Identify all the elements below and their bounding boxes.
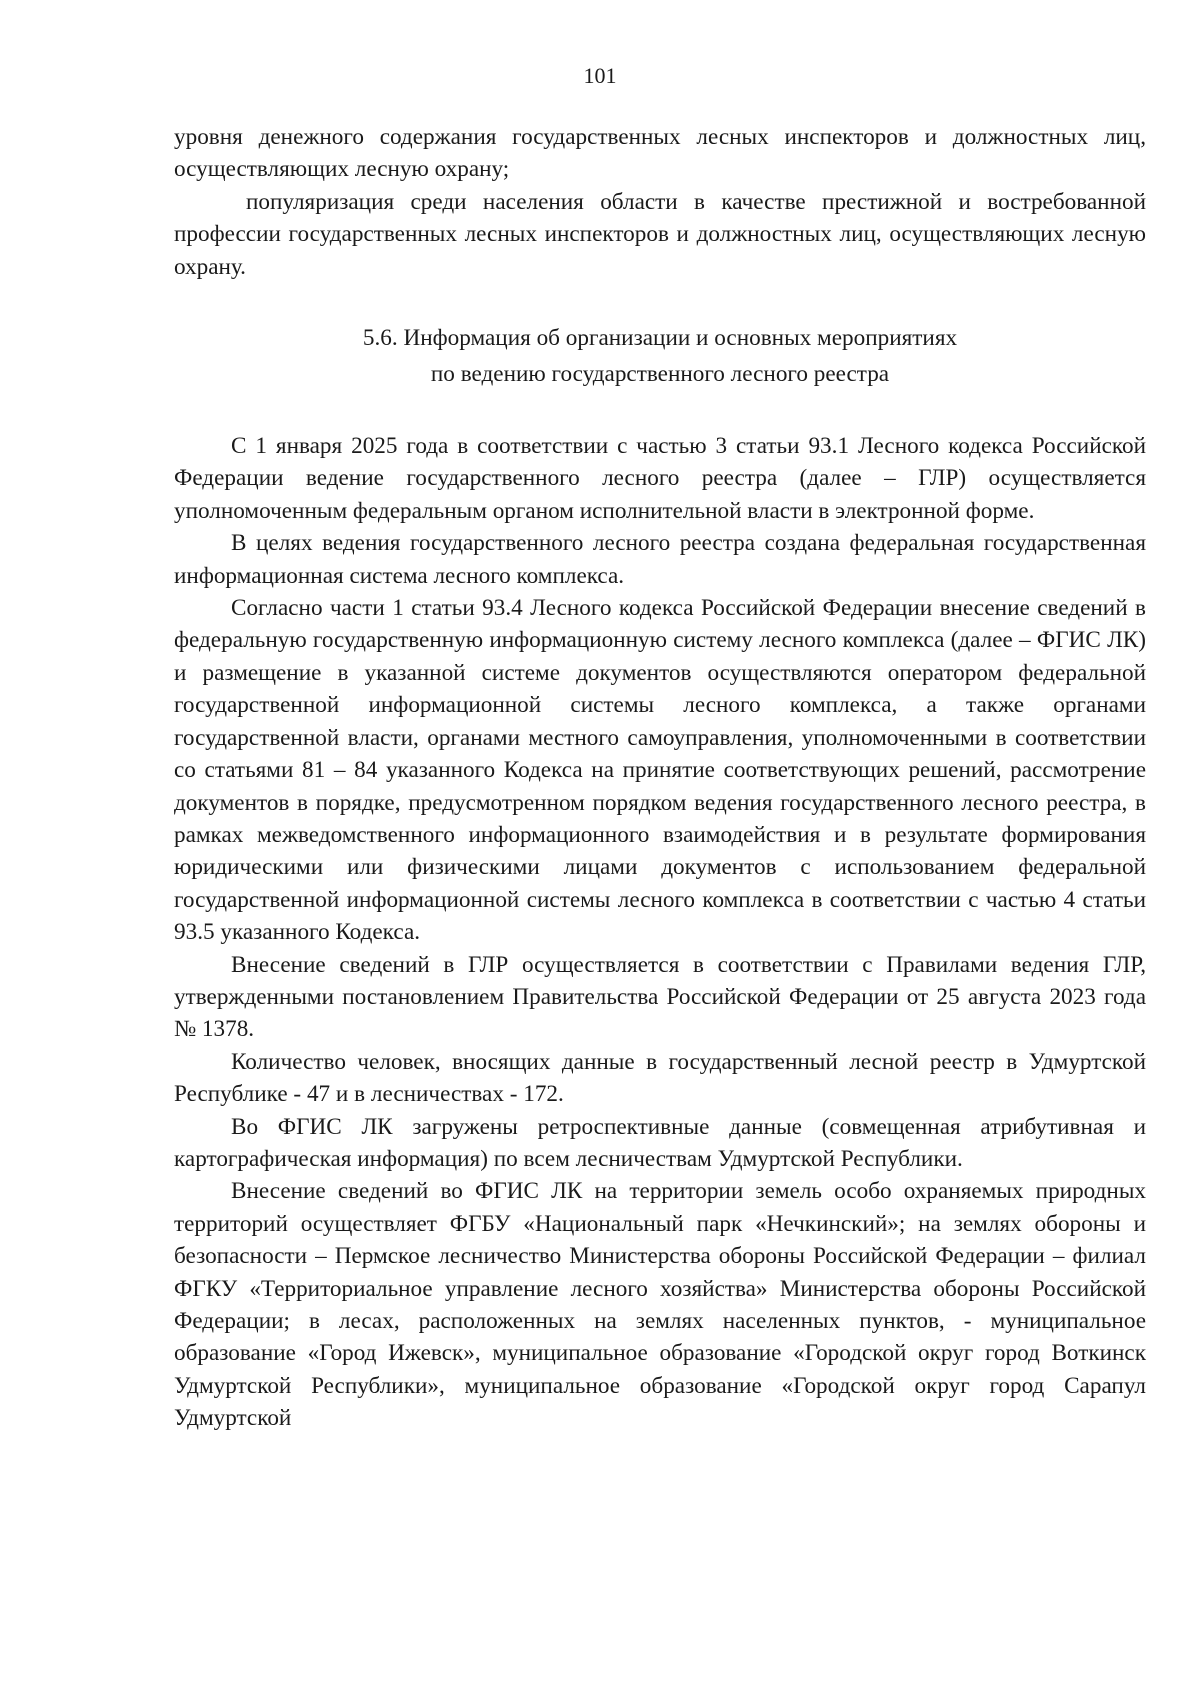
section-heading [174,320,1146,392]
paragraph-people-count: Количество человек, вносящих данные в государственный лесной реестр в Удмуртской Республике - 47 и в лесничествах - 172. [174,1048,1146,1108]
paragraph-popularization: популяризация среди населения области в качестве престижной и востребованной профессии государственных лесных инспекторов и должностных лиц, осуществляющих лесную охрану. [174,188,1146,280]
section-heading-line-1: 5.6. Информация об организации и основных мероприятиях [362,325,958,352]
paragraph-retrospective-data: Во ФГИС ЛК загружены ретроспективные данные (совмещенная атрибутивная и картографическая информация) по всем лесничествам Удмуртской Республики. [174,1113,1146,1172]
paragraph-protected-territories: Внесение сведений во ФГИС ЛК на территории земель особо охраняемых природных территорий осуществляет ФГБУ «Национальный парк «Нечкинский»; на землях обороны и безопасности – Пермское лесничество Министерства обороны Российской Федерации – филиал ФГКУ «Территориальное управление лесного хозяйства» Министерства обороны Российской Федерации; в лесах, расположенных на землях населенных пунктов, - муниципальное образование «Город Ижевск», муниципальное образование «Городской округ город Воткинск Удмуртской Республики», муниципальное образование «Городской округ город Сарапул Удмуртской [174,1178,1146,1432]
section-heading-line-2: по ведению государственного лесного реестра [430,361,890,388]
document-body [174,121,1146,1435]
paragraph-glr-rules: Внесение сведений в ГЛР осуществляется в соответствии с Правилами ведения ГЛР, утвержденными постановлением Правительства Российской Федерации от 25 августа 2023 года № 1378. [174,951,1146,1043]
paragraph-glr-intro: С 1 января 2025 года в соответствии с частью 3 статьи 93.1 Лесного кодекса Российской Федерации ведение государственного лесного реестра (далее – ГЛР) осуществляется уполномоченным федеральным органом исполнительной власти в электронной форме. [174,433,1146,524]
paragraph-salary-level: уровня денежного содержания государственных лесных инспекторов и должностных лиц, осуществляющих лесную охрану; [174,124,1146,183]
paragraph-article-93-4: Согласно части 1 статьи 93.4 Лесного кодекса Российской Федерации внесение сведений в федеральную государственную информационную систему лесного комплекса (далее – ФГИС ЛК) и размещение в указанной системе документов осуществляются оператором федеральной государственной информационной системы лесного комплекса, а также органами государственной власти, органами местного самоуправления, уполномоченными в соответствии со статьями 81 – 84 указанного Кодекса на принятие соответствующих решений, рассмотрение документов в порядке, предусмотренном порядком ведения государственного лесного реестра, в рамках межведомственного информационного взаимодействия и в результате формирования юридическими или физическими лицами документов с использованием федеральной государственной информационной системы лесного комплекса в соответствии с частью 4 статьи 93.5 указанного Кодекса. [174,595,1146,946]
page-number: 101 [583,63,617,88]
paragraph-fgis-created: В целях ведения государственного лесного реестра создана федеральная государственная информационная система лесного комплекса. [174,530,1146,589]
